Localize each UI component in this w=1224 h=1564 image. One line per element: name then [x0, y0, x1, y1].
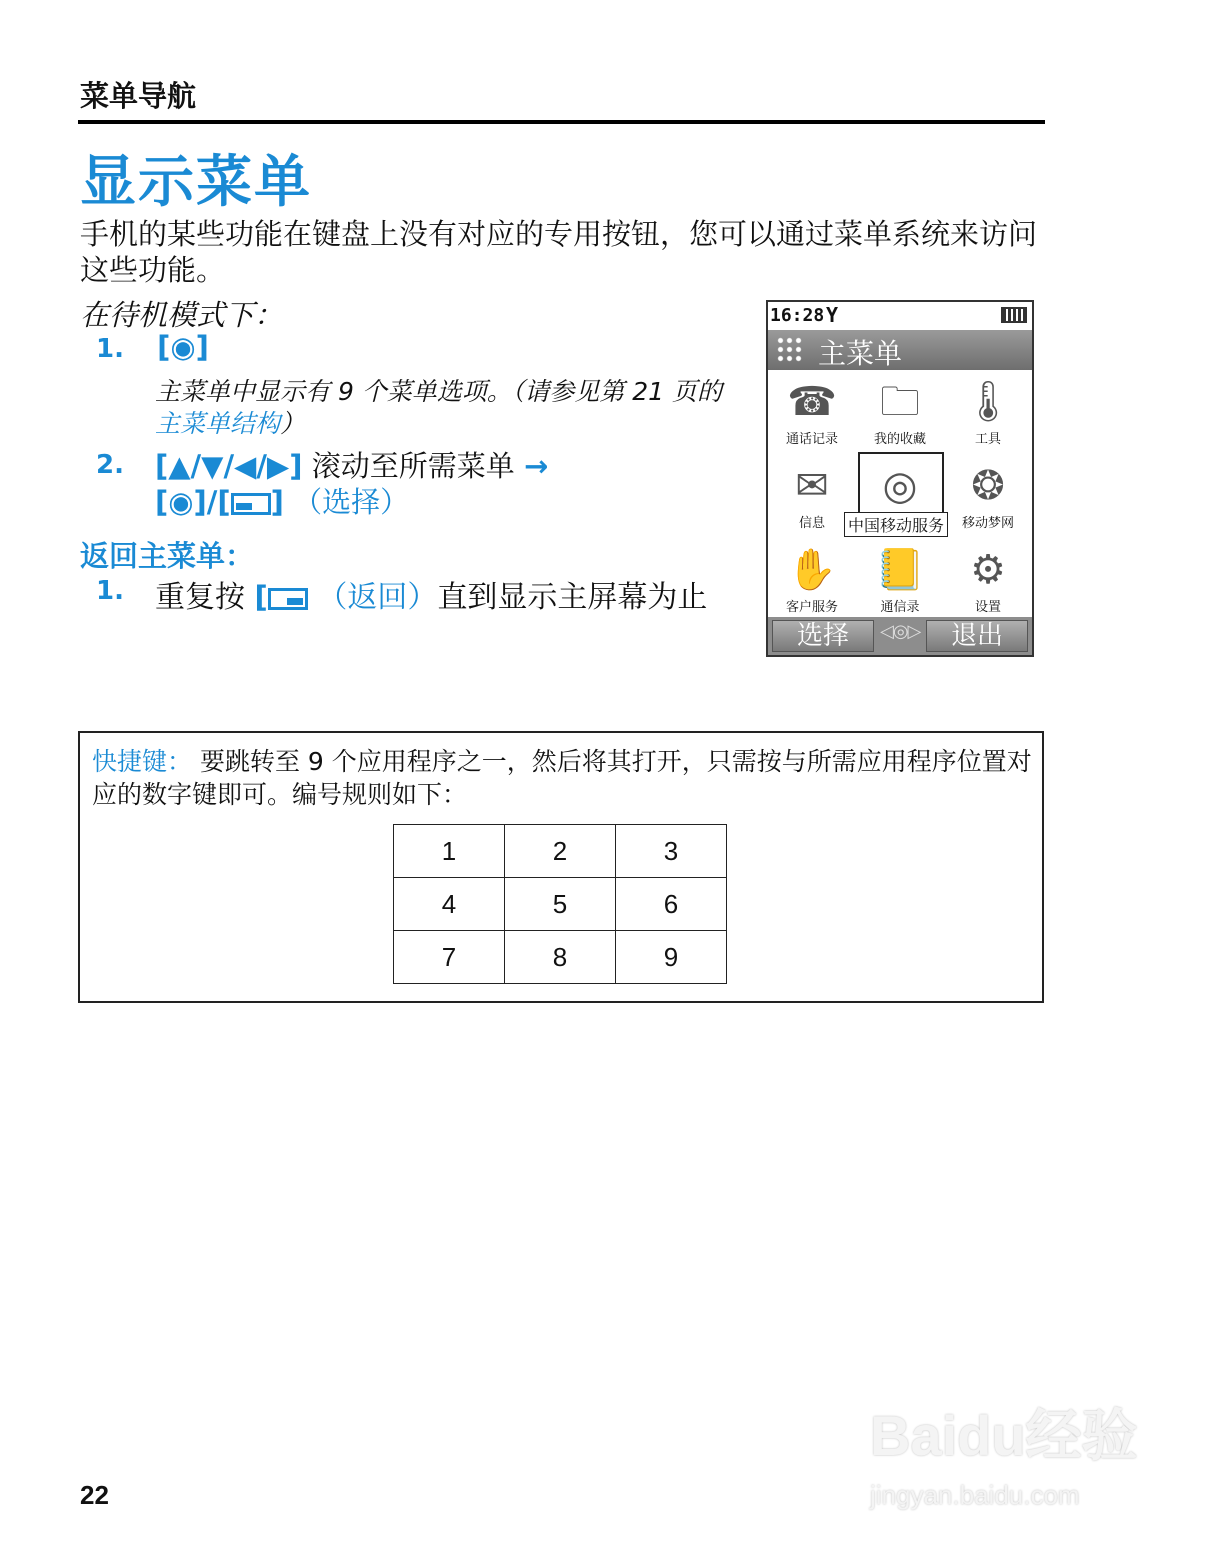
baidu-watermark-logo: Baidu经验 — [870, 1404, 1138, 1467]
monternet-icon: ❂ — [971, 463, 1005, 509]
menu-item-favorites[interactable] — [856, 370, 944, 454]
table-cell: 9 — [616, 931, 727, 984]
return-text-a: 重复按 — [155, 580, 245, 615]
envelope-icon: ✉ — [795, 463, 829, 509]
select-softkey[interactable]: 选择 — [772, 620, 874, 652]
antenna-icon: Y — [826, 303, 839, 327]
arrow-icon: → — [523, 449, 549, 483]
return-step — [155, 572, 707, 616]
step-1-key: [◉] — [157, 330, 209, 364]
menu-item-label: 移动梦网 — [961, 516, 1014, 531]
note-text-suffix: ） — [280, 409, 306, 438]
table-cell: 8 — [505, 931, 616, 984]
return-text-b: 直到显示主屏幕为止 — [437, 580, 708, 615]
step-2-number-wrap — [96, 450, 124, 480]
phone-screen — [766, 300, 1034, 657]
china-mobile-icon: ◎ — [882, 463, 918, 509]
table-cell: 4 — [394, 878, 505, 931]
menu-title-bar — [768, 330, 1032, 370]
table-row — [394, 878, 727, 931]
folder-icon: 🗀 — [880, 379, 920, 425]
selected-item-tooltip: 中国移动服务 — [844, 512, 948, 537]
page-title: 显示菜单 — [80, 150, 312, 215]
step-2-action: 滚动至所需菜单 — [311, 449, 515, 483]
number-grid-table — [393, 824, 727, 984]
menu-item-monternet[interactable] — [944, 454, 1032, 538]
menu-item-call-log[interactable] — [768, 370, 856, 454]
context-label: 在待机模式下： — [80, 298, 284, 332]
menu-item-phonebook[interactable] — [856, 538, 944, 622]
step-2 — [155, 448, 755, 520]
menu-item-tools[interactable] — [944, 370, 1032, 454]
phonebook-icon: 📒 — [875, 547, 925, 593]
note-text-prefix: 主菜单中显示有 9 个菜单选项。（请参见第 21 页的 — [155, 377, 723, 406]
menu-item-label: 我的收藏 — [873, 432, 926, 447]
navpad-icon: ◁◎▷ — [880, 621, 921, 642]
step-1 — [96, 330, 209, 364]
menu-item-customer-service[interactable] — [768, 538, 856, 622]
step-1-note — [155, 376, 745, 440]
softkey-bar — [768, 617, 1032, 655]
select-keys-a: [◉]/[ — [155, 485, 231, 519]
table-row — [394, 825, 727, 878]
select-keys-b: ] — [270, 485, 284, 519]
call-log-icon: ☎ — [787, 379, 837, 425]
menu-item-messages[interactable] — [768, 454, 856, 538]
shortcut-note-box — [78, 731, 1044, 1003]
section-heading: 菜单导航 — [80, 79, 197, 113]
right-softkey-icon — [268, 588, 308, 610]
table-cell: 3 — [616, 825, 727, 878]
menu-item-settings[interactable] — [944, 538, 1032, 622]
menu-item-label: 客户服务 — [785, 600, 838, 615]
settings-gear-icon: ⚙ — [970, 547, 1006, 593]
table-cell: 7 — [394, 931, 505, 984]
step-2-number: 2. — [96, 450, 124, 480]
menu-item-label: 通话记录 — [785, 432, 838, 447]
status-bar — [768, 302, 1032, 330]
menu-title: 主菜单 — [818, 337, 903, 370]
clock: 16:28 — [770, 305, 825, 326]
menu-item-label: 设置 — [974, 600, 1001, 615]
return-heading: 返回主菜单： — [80, 539, 255, 573]
table-cell: 1 — [394, 825, 505, 878]
menu-item-label: 通信录 — [880, 600, 920, 615]
nav-keys: [▲/▼/◀/▶] — [155, 449, 303, 483]
return-key-bracket: [ — [254, 580, 268, 614]
exit-softkey[interactable]: 退出 — [926, 620, 1028, 652]
main-menu-structure-link[interactable]: 主菜单结构 — [155, 409, 281, 438]
shortcut-label: 快捷键： — [92, 747, 193, 776]
menu-item-label: 信息 — [798, 516, 825, 531]
intro-paragraph: 手机的某些功能在键盘上没有对应的专用按钮，您可以通过菜单系统来访问这些功能。 — [80, 217, 1038, 287]
return-hint: （返回） — [317, 580, 438, 615]
table-cell: 2 — [505, 825, 616, 878]
table-cell: 5 — [505, 878, 616, 931]
handshake-icon: ✋ — [787, 547, 837, 593]
tools-icon: 🌡 — [962, 379, 1014, 425]
left-softkey-icon — [231, 493, 271, 515]
menu-item-label: 工具 — [974, 432, 1001, 447]
step-1-number: 1. — [96, 334, 124, 364]
return-step-number: 1. — [96, 576, 124, 606]
battery-icon — [1001, 307, 1027, 323]
table-row — [394, 931, 727, 984]
page-number: 22 — [80, 1480, 109, 1510]
shortcut-text — [92, 745, 1032, 811]
header-rule — [78, 120, 1045, 124]
return-step-number-wrap — [96, 576, 124, 606]
select-hint: （选择） — [293, 485, 410, 519]
shortcut-description: 要跳转至 9 个应用程序之一，然后将其打开，只需按与所需应用程序位置对应的数字键即可。编号规则如下： — [92, 747, 1032, 809]
baidu-watermark-url: jingyan.baidu.com — [870, 1480, 1080, 1510]
grid-icon — [776, 336, 804, 364]
table-cell: 6 — [616, 878, 727, 931]
